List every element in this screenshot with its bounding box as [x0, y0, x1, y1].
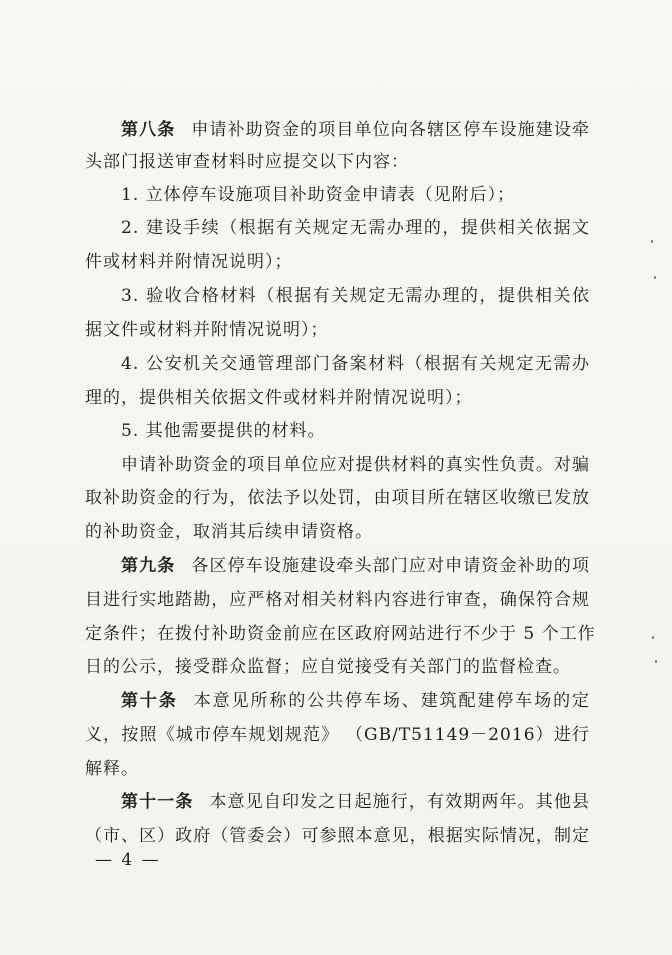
scan-speck	[655, 660, 657, 663]
scan-speck	[651, 240, 653, 243]
article-10-text: 本意见所称的公共停车场、建筑配建停车场的定	[193, 691, 591, 711]
article-9-line-2: 目进行实地踏勘，应严格对相关材料内容进行审查，确保符合规	[85, 590, 590, 610]
scan-speck	[652, 636, 654, 639]
article-9-line-4: 日的公示，接受群众监督；应自觉接受有关部门的监督检查。	[85, 657, 571, 677]
article-9-label: 第九条	[121, 556, 176, 576]
article-8-line-1	[121, 118, 590, 142]
article-10-line-1	[121, 689, 590, 713]
list-item-1: 1. 立体停车设施项目补助资金申请表（见附后）；	[121, 185, 516, 205]
page-number: — 4 —	[95, 850, 161, 870]
article-8-para-2-line-2: 取补助资金的行为，依法予以处罚，由项目所在辖区收缴已发放	[85, 488, 590, 508]
article-11-line-1	[121, 790, 590, 814]
list-item-2: 2. 建设手续（根据有关规定无需办理的，提供相关依据文	[121, 218, 590, 238]
article-8-para-2-line-3: 的补助资金，取消其后续申请资格。	[85, 522, 373, 542]
list-item-2-cont: 件或材料并附情况说明）；	[85, 252, 293, 272]
article-10-line-2: 义，按照《城市停车规划规范》 （GB/T51149－2016）进行	[85, 725, 590, 745]
article-8-label: 第八条	[121, 120, 176, 140]
list-item-3-cont: 据文件或材料并附情况说明）；	[85, 320, 329, 340]
article-8-line-2: 头部门报送审查材料时应提交以下内容：	[85, 152, 409, 172]
scan-speck	[654, 276, 656, 279]
article-8-text: 申请补助资金的项目单位向各辖区停车设施建设牵	[191, 120, 590, 140]
list-item-3: 3. 验收合格材料（根据有关规定无需办理的，提供相关依	[121, 286, 590, 306]
article-8-para-2-line-1: 申请补助资金的项目单位应对提供材料的真实性负责。对骗	[121, 455, 590, 475]
article-9-line-3: 定条件；在拨付补助资金前应在区政府网站进行不少于 5 个工作	[85, 624, 596, 644]
article-9-text: 各区停车设施建设牵头部门应对申请资金补助的项	[191, 556, 590, 576]
article-11-line-2: （市、区）政府（管委会）可参照本意见，根据实际情况，制定	[85, 826, 590, 846]
list-item-4-cont: 理的，提供相关依据文件或材料并附情况说明）；	[85, 388, 473, 408]
article-11-label: 第十一条	[121, 792, 194, 812]
list-item-5: 5. 其他需要提供的材料。	[121, 421, 326, 441]
article-9-line-1	[121, 554, 590, 578]
article-10-label: 第十条	[121, 691, 178, 711]
article-11-text: 本意见自印发之日起施行，有效期两年。其他县	[209, 792, 590, 812]
list-item-4: 4. 公安机关交通管理部门备案材料（根据有关规定无需办	[121, 354, 590, 374]
article-10-line-3: 解释。	[85, 759, 139, 779]
